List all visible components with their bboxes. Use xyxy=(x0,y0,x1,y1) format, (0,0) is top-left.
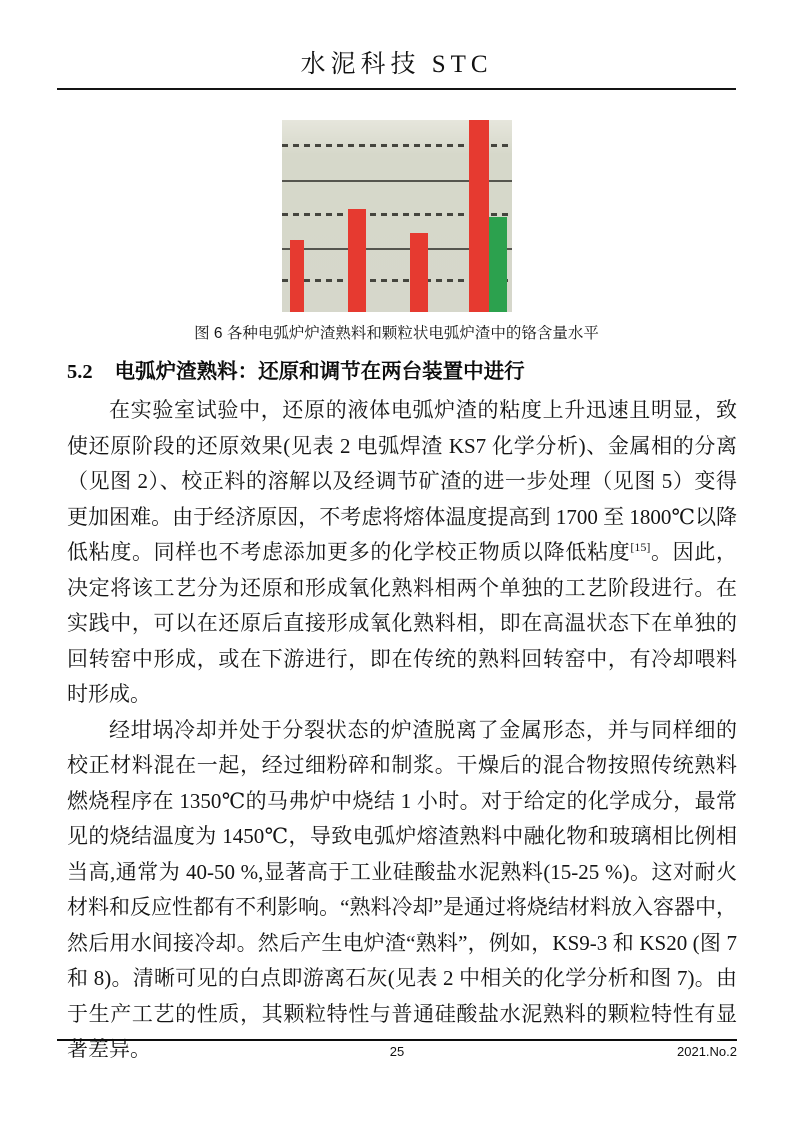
paragraph-1-text: 在实验室试验中，还原的液体电弧炉渣的粘度上升迅速且明显，致使还原阶段的还原效果(见表 2 电弧焊渣 KS7 化学分析)、金属相的分离（见图 2）、校正料的溶解以及经调节矿渣的进一步处理（见图 5）变得更加困难。由于经济原因，不考虑将熔体温度提高到 1700 至 1800℃以降低粘度。同样也不考虑添加更多的化学校正物质以降低粘度 xyxy=(67,398,737,564)
citation-ref-15: [15] xyxy=(630,540,651,554)
footer-row xyxy=(57,1044,737,1062)
chart-bar-red xyxy=(290,240,305,312)
footer-rule xyxy=(57,1039,737,1041)
header-rule xyxy=(57,88,736,90)
chart-bar-red xyxy=(410,233,428,312)
figure-caption: 图 6 各种电弧炉炉渣熟料和颗粒状电弧炉渣中的铬含量水平 xyxy=(194,325,599,342)
page-number: 25 xyxy=(389,1044,405,1059)
paragraph-1-text-cont: 。因此，决定将该工艺分为还原和形成氧化熟料相两个单独的工艺阶段进行。在实践中，可以在还原后直接形成氧化熟料相，即在高温状态下在单独的回转窑中形成，或在下游进行，即在传统的熟料回转窑中，有冷却喂料时形成。 xyxy=(67,540,738,706)
paragraph-2: 经坩埚冷却并处于分裂状态的炉渣脱离了金属形态，并与同样细的校正材料混在一起，经过细粉碎和制浆。干燥后的混合物按照传统熟料燃烧程序在 1350℃的马弗炉中烧结 1 小时。对于给定的化学成分，最常见的烧结温度为 1450℃，导致电弧炉熔渣熟料中融化物和玻璃相比例相当高,通常为 40-50 %,显著高于工业硅酸盐水泥熟料(15-25 %)。这对耐火材料和反应性都有不利影响。“熟料冷却”是通过将烧结材料放入容器中，然后用水间接冷却。然后产生电炉渣“熟料”，例如，KS9-3 和 KS20 (图 7 和 8)。清晰可见的白点即游离石灰(见表 2 中相关的化学分析和图 7)。由于生产工艺的性质，其颗粒特性与普通硅酸盐水泥熟料的颗粒特性有显著差异。 xyxy=(67,717,737,1061)
body-text xyxy=(67,393,737,1068)
section-number: 5.2 xyxy=(67,361,93,383)
figure-chart xyxy=(282,120,512,312)
chart-bar-green xyxy=(489,217,507,312)
paragraph-1 xyxy=(67,393,737,713)
chart-bar-red xyxy=(469,120,489,312)
chart-bar-red xyxy=(348,209,366,312)
footer xyxy=(57,1039,737,1062)
issue-label: 2021.No.2 xyxy=(677,1044,737,1059)
section-heading xyxy=(67,354,737,384)
section-title: 电弧炉渣熟料：还原和调节在两台装置中进行 xyxy=(114,361,525,383)
journal-title: 水泥科技 STC xyxy=(300,51,493,78)
